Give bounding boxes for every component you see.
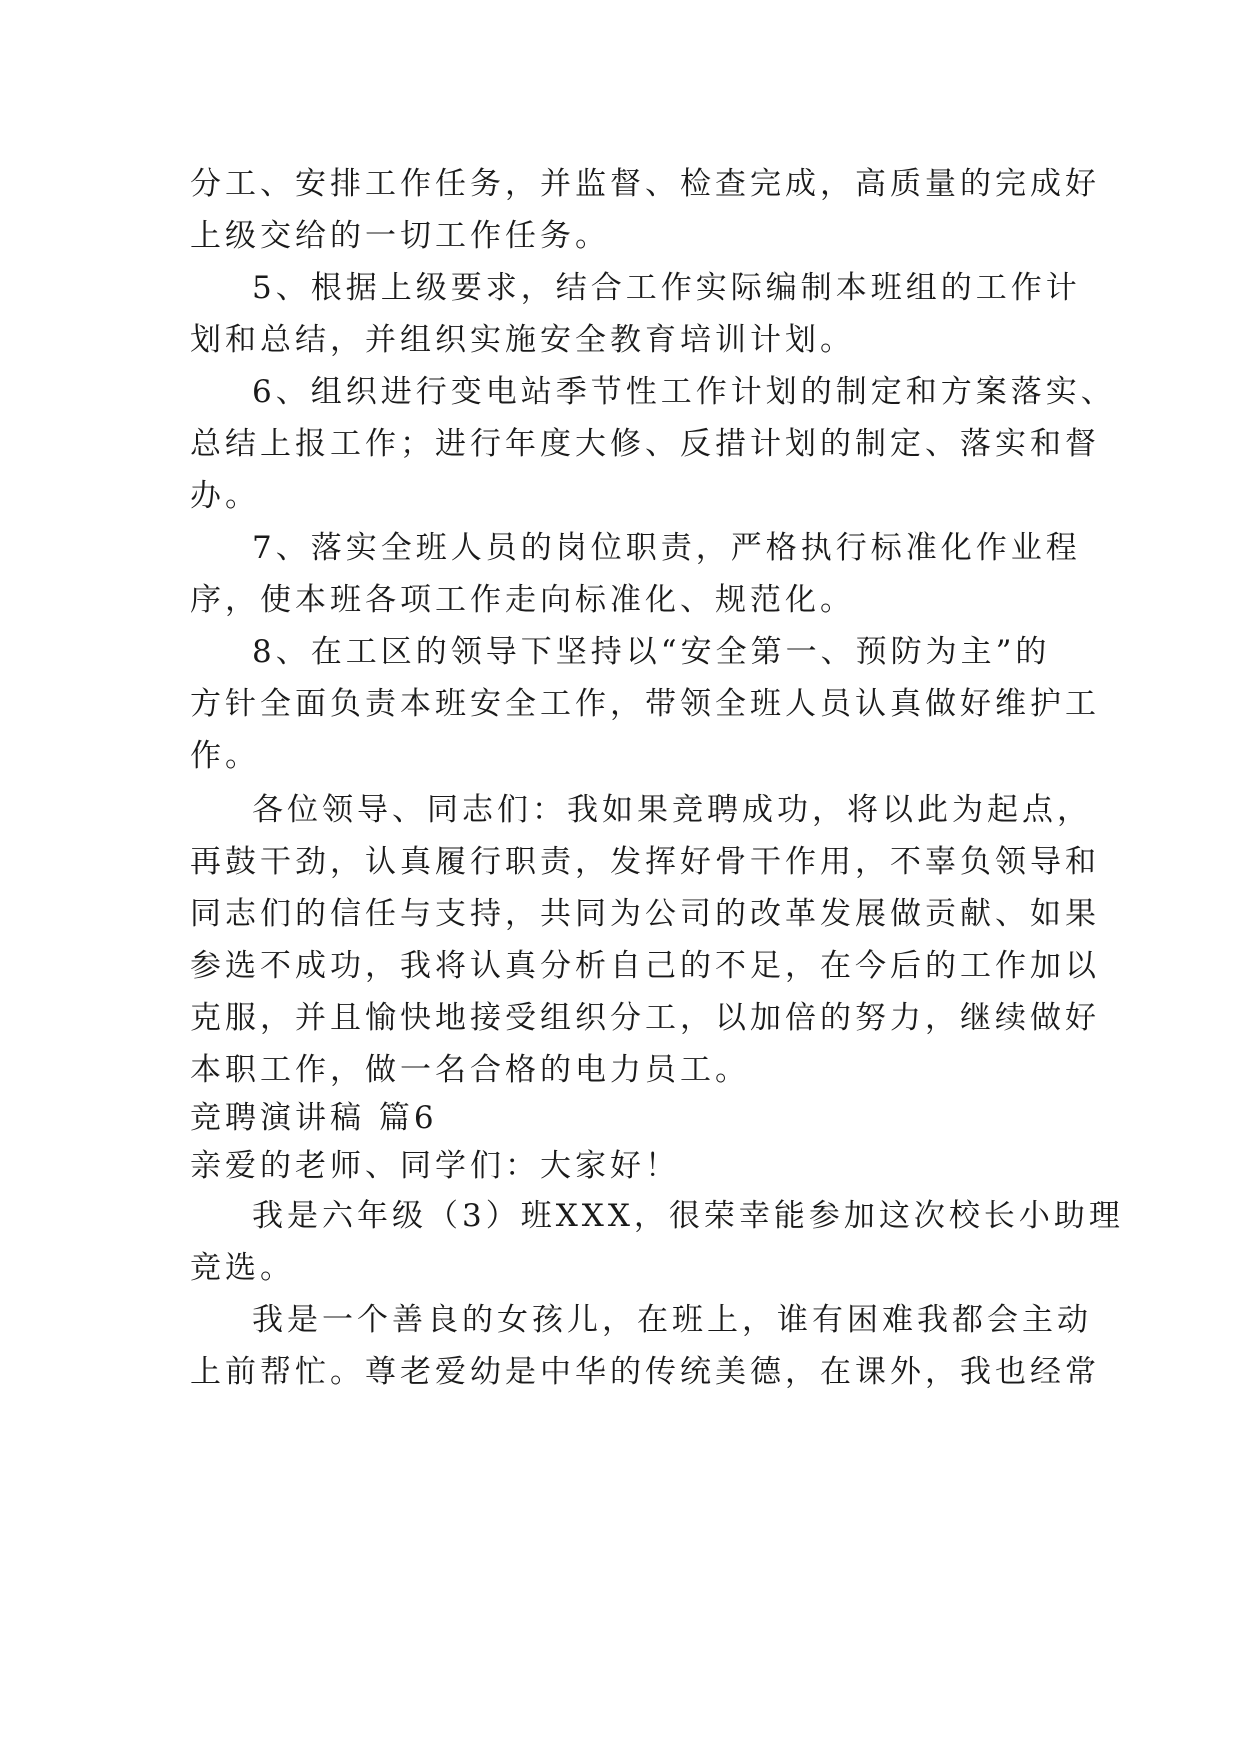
text-line: 序，使本班各项工作走向标准化、规范化。	[190, 582, 855, 618]
salutation: 亲爱的老师、同学们：大家好！	[190, 1148, 680, 1184]
text-line: 分工、安排工作任务，并监督、检查完成，高质量的完成好	[190, 166, 1100, 202]
text-line: 划和总结，并组织实施安全教育培训计划。	[190, 322, 855, 358]
text-line: 同志们的信任与支持，共同为公司的改革发展做贡献、如果	[190, 896, 1100, 932]
text-line: 参选不成功，我将认真分析自己的不足，在今后的工作加以	[190, 948, 1100, 984]
text-line: 我是六年级（3）班XXX，很荣幸能参加这次校长小助理	[252, 1198, 1124, 1234]
text-line: 5、根据上级要求，结合工作实际编制本班组的工作计	[252, 270, 1081, 306]
text-line: 竞选。	[190, 1250, 295, 1286]
text-line: 6、组织进行变电站季节性工作计划的制定和方案落实、	[252, 374, 1116, 410]
text-line: 方针全面负责本班安全工作，带领全班人员认真做好维护工	[190, 686, 1100, 722]
text-line: 总结上报工作；进行年度大修、反措计划的制定、落实和督	[190, 426, 1100, 462]
text-line: 办。	[190, 478, 260, 514]
text-line: 8、在工区的领导下坚持以“安全第一、预防为主”的	[252, 634, 1051, 670]
section-heading: 竞聘演讲稿 篇6	[190, 1100, 438, 1136]
text-line: 再鼓干劲，认真履行职责，发挥好骨干作用，不辜负领导和	[190, 844, 1100, 880]
text-line: 上级交给的一切工作任务。	[190, 218, 610, 254]
text-line: 我是一个善良的女孩儿，在班上，谁有困难我都会主动	[252, 1302, 1092, 1338]
text-line: 克服，并且愉快地接受组织分工，以加倍的努力，继续做好	[190, 1000, 1100, 1036]
text-line: 各位领导、同志们：我如果竞聘成功，将以此为起点，	[252, 792, 1092, 828]
text-line: 作。	[190, 738, 260, 774]
text-line: 7、落实全班人员的岗位职责，严格执行标准化作业程	[252, 530, 1081, 566]
text-line: 上前帮忙。尊老爱幼是中华的传统美德，在课外，我也经常	[190, 1354, 1100, 1390]
text-line: 本职工作，做一名合格的电力员工。	[190, 1052, 750, 1088]
